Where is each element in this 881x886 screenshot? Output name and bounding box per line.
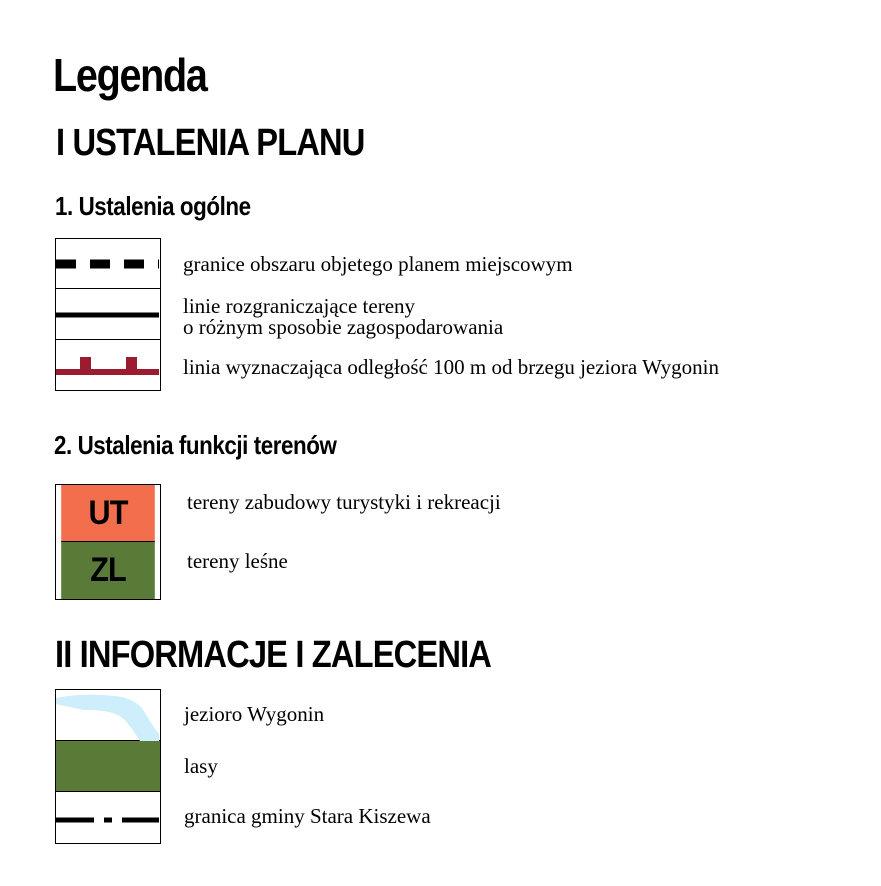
legend-cell-lake-distance	[56, 340, 160, 390]
dash-dot-line-icon	[56, 792, 159, 843]
legend-cell-boundary	[56, 239, 160, 289]
subsection-heading-funkcje-terenow: 2. Ustalenia funkcji terenów	[54, 430, 337, 460]
legend-symbol-box-information	[55, 689, 161, 844]
legend-cell-lake	[56, 690, 160, 741]
label-municipality-border: granica gminy Stara Kiszewa	[184, 804, 431, 828]
lake-distance-line-icon	[56, 340, 159, 390]
legend-cell-municipality-border	[56, 792, 160, 843]
legend-symbol-box-general	[55, 238, 161, 391]
legend-title: Legenda	[53, 49, 207, 101]
label-zl: tereny leśne	[187, 549, 288, 573]
label-ut: tereny zabudowy turystyki i rekreacji	[187, 490, 501, 514]
label-separating-lines-1: linie rozgraniczające tereny	[183, 294, 416, 318]
legend-symbol-box-functions	[55, 484, 161, 600]
label-lake-distance: linia wyznaczająca odległość 100 m od brzegu jeziora Wygonin	[183, 355, 719, 379]
zone-code-zl: ZL	[61, 542, 155, 599]
section-heading-ustalenia-planu: I USTALENIA PLANU	[56, 122, 365, 164]
label-lake: jezioro Wygonin	[184, 702, 325, 726]
label-boundary: granice obszaru objetego planem miejscowym	[183, 252, 573, 276]
legend-cell-separating-lines	[56, 289, 160, 340]
label-forests: lasy	[184, 754, 218, 778]
dashed-boundary-icon	[56, 239, 159, 289]
label-separating-lines-2: o różnym sposobie zagospodarowania	[183, 315, 504, 339]
forest-icon	[56, 741, 160, 792]
section-heading-informacje: II INFORMACJE I ZALECENIA	[55, 634, 492, 676]
subsection-heading-ustalenia-ogolne: 1. Ustalenia ogólne	[55, 191, 251, 221]
zone-code-ut: UT	[61, 485, 155, 542]
solid-line-icon	[56, 289, 159, 340]
lake-icon	[56, 690, 159, 741]
